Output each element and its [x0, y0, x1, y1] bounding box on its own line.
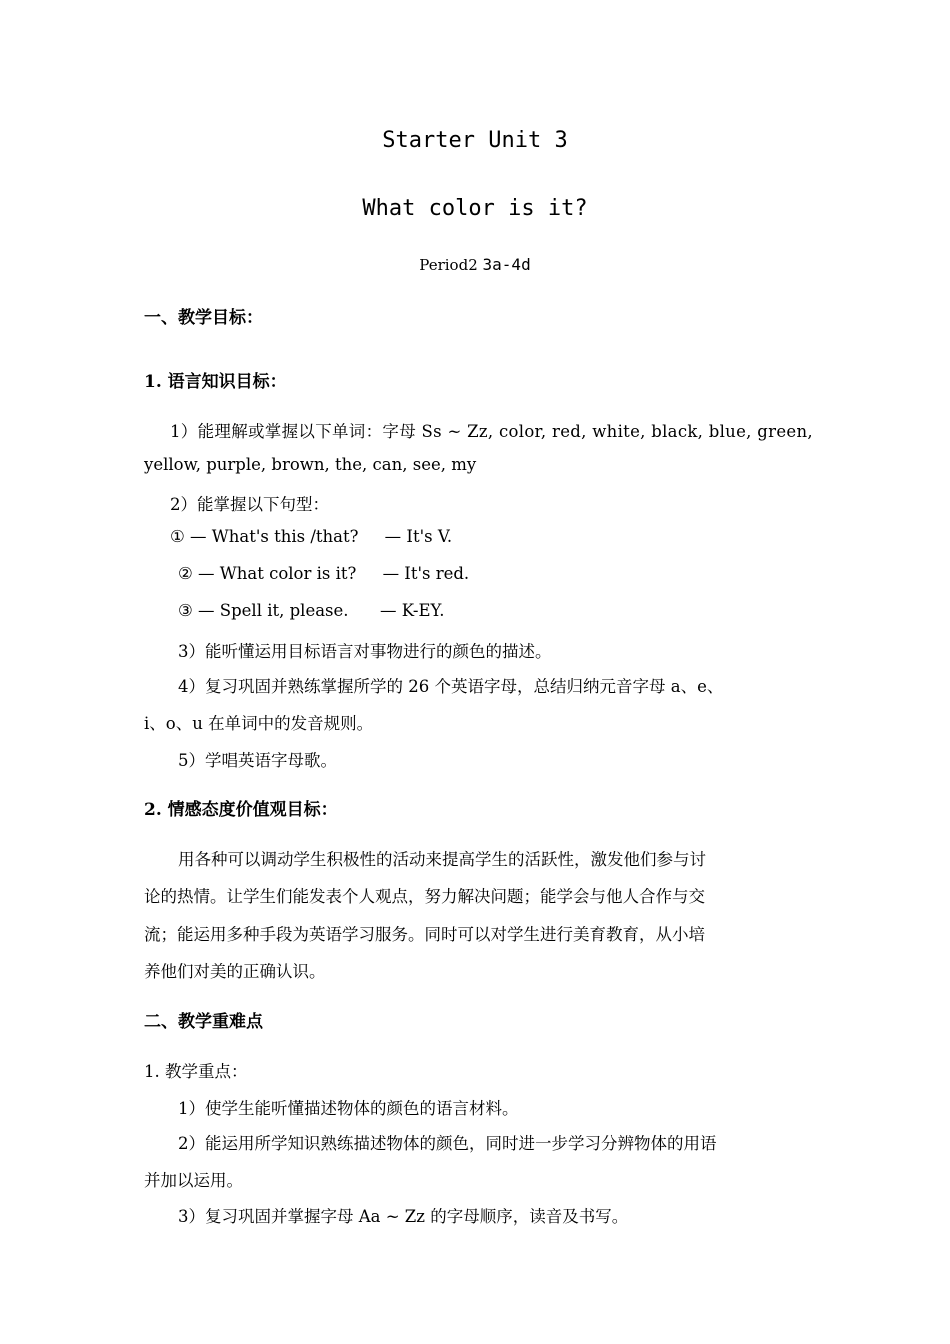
sentence-pattern-3: ③ — Spell it, please. — K-EY.: [178, 601, 445, 620]
document-subtitle: What color is it?: [362, 196, 588, 221]
section2-heading: 二、教学重难点: [144, 1012, 263, 1032]
goal1-item1-line2: yellow, purple, brown, the, can, see, my: [144, 455, 477, 474]
key-point-3: 3）复习巩固并掌握字母 Aa ~ Zz 的字母顺序，读音及书写。: [178, 1207, 629, 1226]
goal2-line3: 流；能运用多种手段为英语学习服务。同时可以对学生进行美育教育，从小培: [144, 925, 705, 944]
goal1-item3: 3）能听懂运用目标语言对事物进行的颜色的描述。: [178, 642, 552, 661]
sentence-pattern-1: ① — What's this /that? — It's V.: [170, 527, 453, 546]
goal2-line1: 用各种可以调动学生积极性的活动来提高学生的活跃性，激发他们参与讨: [178, 850, 706, 869]
key-points-heading: 1. 教学重点：: [144, 1062, 248, 1081]
goal1-item1-line1: 1）能理解或掌握以下单词：字母 Ss ~ Zz, color, red, white, black, blue, green,: [170, 422, 813, 441]
period-range: 3a-4d: [482, 255, 531, 274]
goal1-item5: 5）学唱英语字母歌。: [178, 751, 337, 770]
goal1-item2: 2）能掌握以下句型：: [170, 495, 329, 514]
goal2-heading: 2. 情感态度价值观目标：: [144, 800, 338, 820]
goal2-line2: 论的热情。让学生们能发表个人观点，努力解决问题；能学会与他人合作与交: [144, 887, 705, 906]
goal2-line4: 养他们对美的正确认识。: [144, 962, 326, 981]
section1-heading: 一、教学目标：: [144, 308, 263, 328]
key-point-1: 1）使学生能听懂描述物体的颜色的语言材料。: [178, 1099, 519, 1118]
period-label: Period2: [419, 256, 478, 274]
sentence-pattern-2: ② — What color is it? — It's red.: [178, 564, 470, 583]
key-point-2-line1: 2）能运用所学知识熟练描述物体的颜色，同时进一步学习分辨物体的用语: [178, 1134, 717, 1153]
goal1-heading: 1. 语言知识目标：: [144, 372, 287, 392]
goal1-item4-line1: 4）复习巩固并熟练掌握所学的 26 个英语字母，总结归纳元音字母 a、e、: [178, 677, 724, 696]
key-point-2-line2: 并加以运用。: [144, 1171, 243, 1190]
period-line: [0, 255, 950, 274]
goal1-item4-line2: i、o、u 在单词中的发音规则。: [144, 714, 374, 733]
document-title: Starter Unit 3: [382, 128, 568, 153]
